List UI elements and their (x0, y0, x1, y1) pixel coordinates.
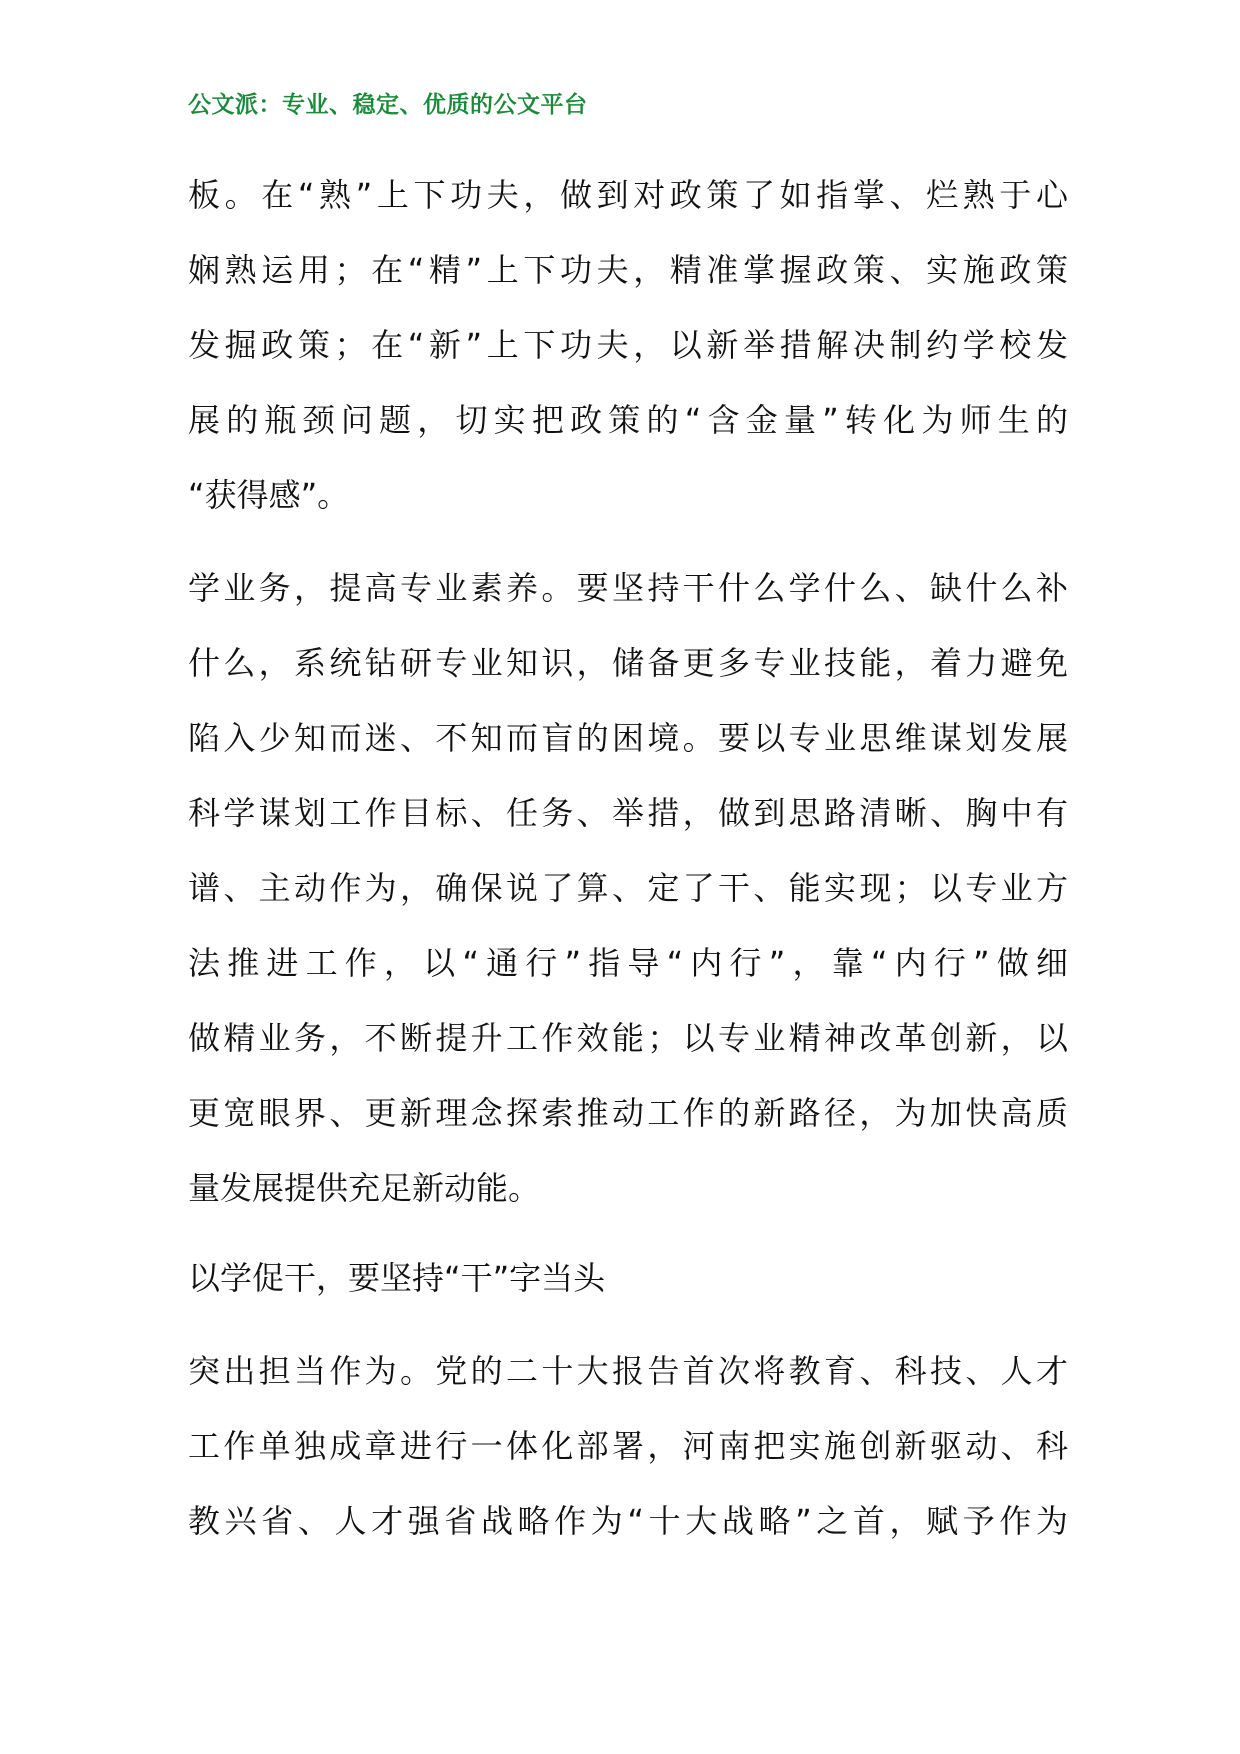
text-line: 板。在“熟”上下功夫，做到对政策了如指掌、烂熟于心 (188, 176, 1068, 214)
text-line: 发掘政策；在“新”上下功夫，以新举措解决制约学校发 (188, 326, 1068, 364)
text-line: 做精业务，不断提升工作效能；以专业精神改革创新，以 (188, 1019, 1068, 1057)
text-line: 更宽眼界、更新理念探索推动工作的新路径，为加快高质 (188, 1094, 1068, 1132)
text-line: 法推进工作，以“通行”指导“内行”，靠“内行”做细 (188, 944, 1068, 982)
text-line: 突出担当作为。党的二十大报告首次将教育、科技、人才 (188, 1352, 1068, 1390)
text-line: 谱、主动作为，确保说了算、定了干、能实现；以专业方 (188, 869, 1068, 907)
text-line: 娴熟运用；在“精”上下功夫，精准掌握政策、实施政策 (188, 251, 1068, 289)
text-line: 陷入少知而迷、不知而盲的困境。要以专业思维谋划发展 (188, 719, 1068, 757)
text-line: 量发展提供充足新动能。 (188, 1169, 541, 1207)
text-line: 教兴省、人才强省战略作为“十大战略”之首，赋予作为 (188, 1502, 1068, 1540)
text-line: 展的瓶颈问题，切实把政策的“含金量”转化为师生的 (188, 401, 1068, 439)
page-header: 公文派：专业、稳定、优质的公文平台 (188, 92, 588, 118)
text-line: 什么，系统钻研专业知识，储备更多专业技能，着力避免 (188, 644, 1068, 682)
text-line: “获得感”。 (188, 476, 350, 514)
text-line: 科学谋划工作目标、任务、举措，做到思路清晰、胸中有 (188, 794, 1068, 832)
paragraph-expertise (188, 551, 1068, 1226)
text-line: 学业务，提高专业素养。要坚持干什么学什么、缺什么补 (188, 569, 1068, 607)
paragraph-policy (188, 158, 1068, 533)
section-heading (188, 1241, 1068, 1316)
heading-text: 以学促干，要坚持“干”字当头 (188, 1259, 606, 1297)
paragraph-responsibility (188, 1334, 1068, 1559)
text-line: 工作单独成章进行一体化部署，河南把实施创新驱动、科 (188, 1427, 1068, 1465)
